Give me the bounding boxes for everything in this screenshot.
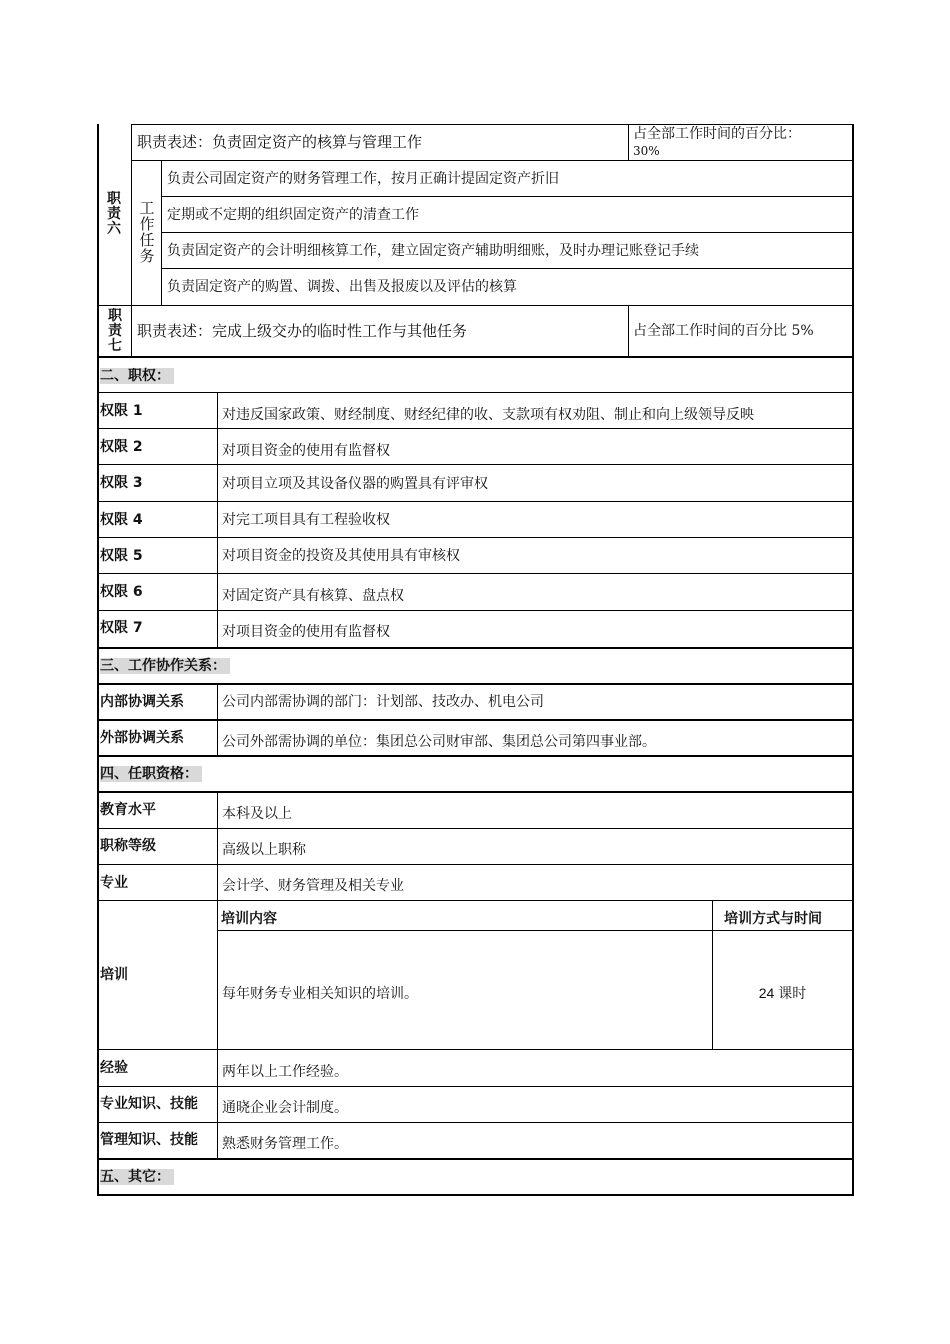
section2-bottom <box>97 647 854 649</box>
authority-4-value: 对完工项目具有工程验收权 <box>222 512 390 528</box>
internal-coordination-label: 内部协调关系 <box>100 694 184 710</box>
duty6-bottom <box>97 305 853 306</box>
table-bottom-border <box>97 1194 854 1196</box>
table-right-border <box>852 124 854 1195</box>
authority-5-bottom <box>97 573 853 574</box>
training-column-divider <box>712 900 713 1049</box>
authority-6-value: 对固定资产具有核算、盘点权 <box>222 588 404 604</box>
training-method-header: 培训方式与时间 <box>724 911 822 927</box>
time-share-divider <box>628 124 629 160</box>
duty6-label: 职责六 <box>107 191 121 237</box>
pro-skills-bottom <box>97 1122 853 1123</box>
authority-6-label: 权限 6 <box>100 584 143 600</box>
training-method: 24 课时 <box>758 985 807 1001</box>
duty6-task-1: 负责公司固定资产的财务管理工作，按月正确计提固定资产折旧 <box>167 171 559 187</box>
task2-bottom <box>161 232 853 233</box>
duty6-time-share-value: 30% <box>633 144 660 158</box>
training-header-bottom <box>217 930 853 931</box>
pro-skills-value: 通晓企业会计制度。 <box>222 1100 348 1116</box>
authority-1-value: 对违反国家政策、财经制度、财经纪律的收、支款项有权劝阻、制止和向上级领导反映 <box>222 407 754 423</box>
pro-skills-label: 专业知识、技能 <box>100 1096 198 1112</box>
duty7-description: 职责表述：完成上级交办的临时性工作与其他任务 <box>137 322 468 340</box>
table-top-border <box>131 124 853 125</box>
title-level-value: 高级以上职称 <box>222 842 306 858</box>
experience-bottom <box>97 1086 853 1087</box>
training-bottom <box>97 1049 853 1050</box>
training-content: 每年财务专业相关知识的培训。 <box>222 986 418 1002</box>
duty6-desc-bottom <box>131 160 853 161</box>
section4-title-bottom <box>97 791 854 793</box>
table-left-border <box>97 124 99 1195</box>
experience-label: 经验 <box>100 1060 128 1076</box>
duty7-label: 职责七 <box>108 308 122 354</box>
major-label: 专业 <box>100 875 128 891</box>
section3-title: 三、工作协作关系： <box>100 658 230 674</box>
duty6-task-4: 负责固定资产的购置、调拨、出售及报废以及评估的核算 <box>167 279 517 295</box>
section2-title: 二、职权： <box>100 368 174 384</box>
training-content-header: 培训内容 <box>221 911 277 927</box>
authority-3-value: 对项目立项及其设备仪器的购置具有评审权 <box>222 476 488 492</box>
authority-6-bottom <box>97 610 853 611</box>
task3-bottom <box>161 268 853 269</box>
internal-coordination-bottom <box>97 719 854 721</box>
duty-label-divider <box>131 124 132 357</box>
duty6-task-2: 定期或不定期的组织固定资产的清查工作 <box>167 207 419 223</box>
section3-title-bottom <box>97 683 854 685</box>
authority-4-label: 权限 4 <box>100 512 143 528</box>
title-level-label: 职称等级 <box>100 838 156 854</box>
authority-3-label: 权限 3 <box>100 475 143 491</box>
major-bottom <box>97 900 853 901</box>
mgmt-skills-value: 熟悉财务管理工作。 <box>222 1136 348 1152</box>
authority-1-label: 权限 1 <box>100 403 143 419</box>
major-value: 会计学、财务管理及相关专业 <box>222 878 404 894</box>
section4-bottom <box>97 1158 854 1160</box>
duty7-time-share: 占全部工作时间的百分比 5% <box>633 323 814 339</box>
section5-title: 五、其它： <box>100 1169 174 1185</box>
duty7-bottom <box>97 356 854 358</box>
authority-2-bottom <box>97 464 853 465</box>
mgmt-skills-label: 管理知识、技能 <box>100 1132 198 1148</box>
duty6-task-3: 负责固定资产的会计明细核算工作，建立固定资产辅助明细账，及时办理记账登记手续 <box>167 243 699 259</box>
task1-bottom <box>161 196 853 197</box>
duty6-tasks-label: 工作任务 <box>139 199 155 265</box>
experience-value: 两年以上工作经验。 <box>222 1064 348 1080</box>
section3-bottom <box>97 755 854 757</box>
education-value: 本科及以上 <box>222 806 292 822</box>
external-coordination-value: 公司外部需协调的单位：集团总公司财审部、集团总公司第四事业部。 <box>222 734 656 750</box>
internal-coordination-value: 公司内部需协调的部门：计划部、技改办、机电公司 <box>222 694 544 710</box>
duty6-description: 职责表述：负责固定资产的核算与管理工作 <box>137 133 423 151</box>
training-label: 培训 <box>100 967 128 983</box>
authority-7-value: 对项目资金的使用有监督权 <box>222 624 390 640</box>
authority-5-value: 对项目资金的投资及其使用具有审核权 <box>222 548 460 564</box>
authority-2-value: 对项目资金的使用有监督权 <box>222 443 390 459</box>
authority-4-bottom <box>97 537 853 538</box>
authority-5-label: 权限 5 <box>100 548 143 564</box>
education-bottom <box>97 828 853 829</box>
authority-2-label: 权限 2 <box>100 439 143 455</box>
authority-3-bottom <box>97 501 853 502</box>
authority-1-bottom <box>97 428 853 429</box>
duty6-time-share-label: 占全部工作时间的百分比： <box>633 126 801 142</box>
section4-label-divider <box>217 791 218 1159</box>
title-level-bottom <box>97 864 853 865</box>
section2-title-bottom <box>97 392 853 393</box>
education-label: 教育水平 <box>100 802 156 818</box>
external-coordination-label: 外部协调关系 <box>100 730 184 746</box>
authority-7-label: 权限 7 <box>100 620 143 636</box>
duty7-time-divider <box>628 305 629 357</box>
section4-title: 四、任职资格： <box>100 766 202 782</box>
